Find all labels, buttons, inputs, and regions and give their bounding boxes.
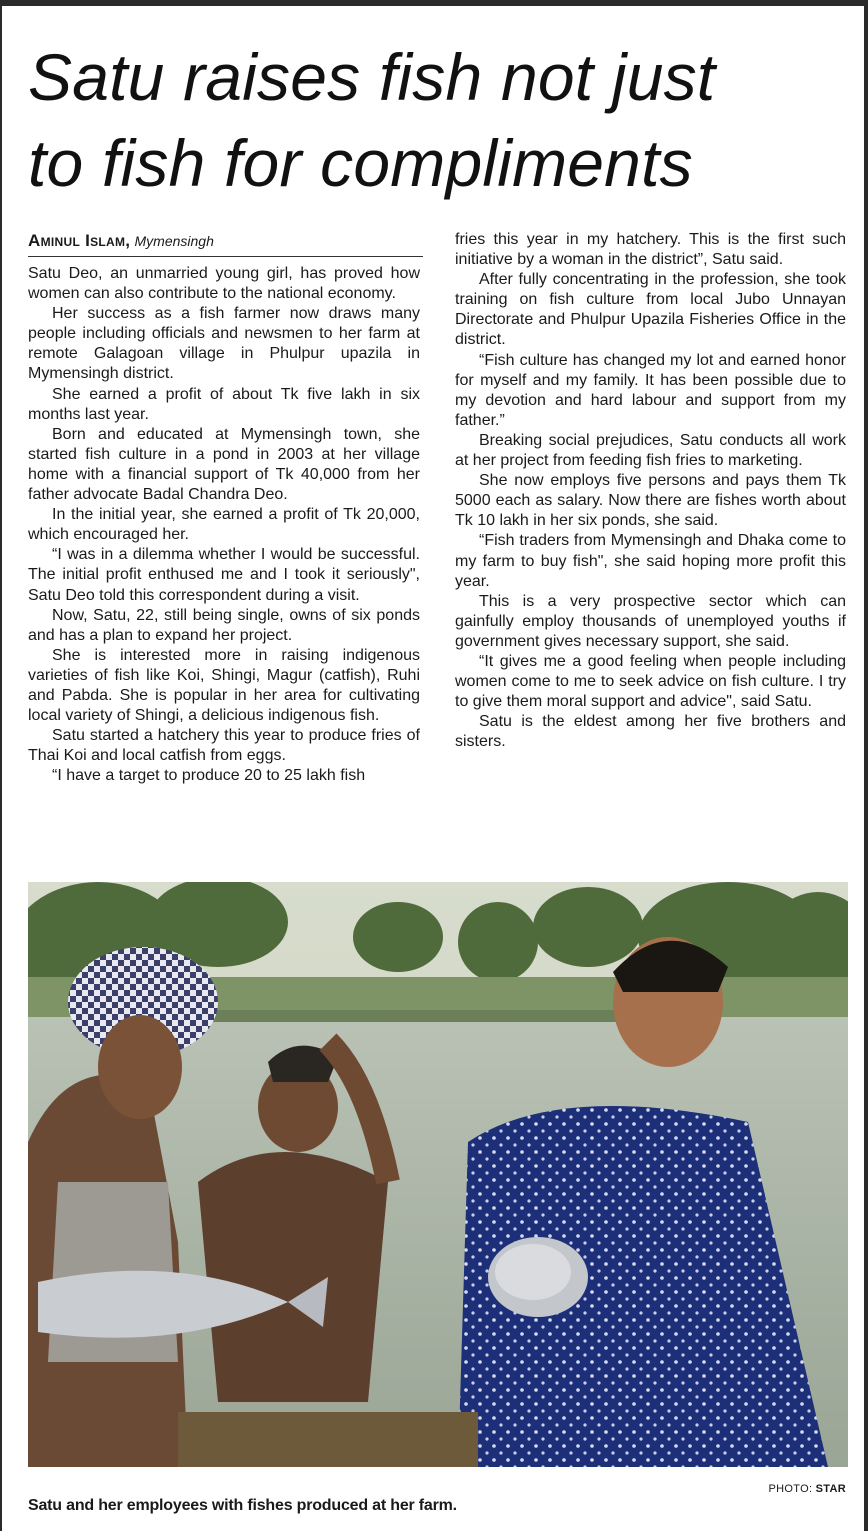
- headline-line-1: Satu raises fish not just: [28, 40, 716, 114]
- photo-credit: [769, 1483, 846, 1495]
- headline: [28, 34, 858, 206]
- byline: [28, 232, 423, 257]
- paragraph: Now, Satu, 22, still being single, owns of six ponds and has a plan to expand her project.: [28, 606, 420, 644]
- paragraph: “I have a target to produce 20 to 25 lakh fish: [52, 767, 366, 785]
- article-column-right: [455, 230, 846, 752]
- right-border: [864, 0, 868, 1531]
- paragraph: Satu Deo, an unmarried young girl, has proved how women can also contribute to the national economy.: [28, 265, 420, 303]
- paragraph: “It gives me a good feeling when people including women come to me to seek advice on fish culture. I try to give them moral support and advice", said Satu.: [455, 652, 846, 711]
- paragraph: “I was in a dilemma whether I would be successful. The initial profit enthused me and I took it seriously", Satu Deo told this correspondent during a visit.: [28, 546, 420, 604]
- paragraph: Satu started a hatchery this year to produce fries of Thai Koi and local catfish from eggs.: [28, 727, 420, 765]
- paragraph: This is a very prospective sector which can gainfully employ thousands of unemployed youths if government gives necessary support, she said.: [455, 592, 846, 650]
- paragraph: Breaking social prejudices, Satu conducts all work at her project from feeding fish fries to marketing.: [455, 431, 846, 470]
- article-photo: [28, 882, 848, 1467]
- paragraph: In the initial year, she earned a profit of Tk 20,000, which encouraged her.: [28, 506, 420, 544]
- paragraph: She now employs five persons and pays them Tk 5000 each as salary. Now there are fishes worth about Tk 10 lakh in her six ponds, she said.: [455, 472, 846, 530]
- paragraph: She is interested more in raising indigenous varieties of fish like Koi, Shingi, Magur (catfish), Ruhi and Pabda. She is popular in her area for cultivating local variety of Shingi, a delicious indigenous fish.: [28, 646, 420, 725]
- paragraph: “Fish culture has changed my lot and earned honor for myself and my family. It has been possible due to my devotion and hard labour and support from my father.”: [455, 351, 846, 429]
- photo-credit-source: STAR: [815, 1483, 846, 1495]
- photo-credit-prefix: PHOTO:: [768, 1483, 813, 1495]
- paragraph: After fully concentrating in the profession, she took training on fish culture from local Jubo Unnayan Directorate and Phulpur Upazila Fisheries Office in the district.: [455, 271, 846, 349]
- paragraph: Born and educated at Mymensingh town, she started fish culture in a pond in 2003 at her village home with a financial support of Tk 40,000 from her father advocate Badal Chandra Deo.: [28, 425, 420, 504]
- fish-right: [488, 1237, 588, 1317]
- paragraph: fries this year in my hatchery. This is the first such initiative by a woman in the district”, Satu said.: [455, 231, 846, 269]
- author-name: Aminul Islam,: [28, 231, 131, 250]
- foreground-ground: [178, 1412, 478, 1467]
- paragraph: She earned a profit of about Tk five lakh in six months last year.: [28, 385, 420, 423]
- headline-line-2: to fish for compliments: [28, 126, 693, 200]
- dateline-location: Mymensingh: [134, 233, 214, 249]
- photo-caption: Satu and her employees with fishes produced at her farm.: [28, 1497, 457, 1514]
- top-border: [0, 0, 868, 6]
- paragraph: Her success as a fish farmer now draws many people including officials and newsmen to her farm at remote Galagoan village in Phulpur upazila in Mymensingh district.: [28, 305, 420, 383]
- paragraph: “Fish traders from Mymensingh and Dhaka come to my farm to buy fish", she said hoping more profit this year.: [455, 532, 846, 590]
- paragraph: Satu is the eldest among her five brothers and sisters.: [455, 713, 846, 751]
- article-column-left: [28, 264, 420, 786]
- left-border: [0, 0, 2, 1531]
